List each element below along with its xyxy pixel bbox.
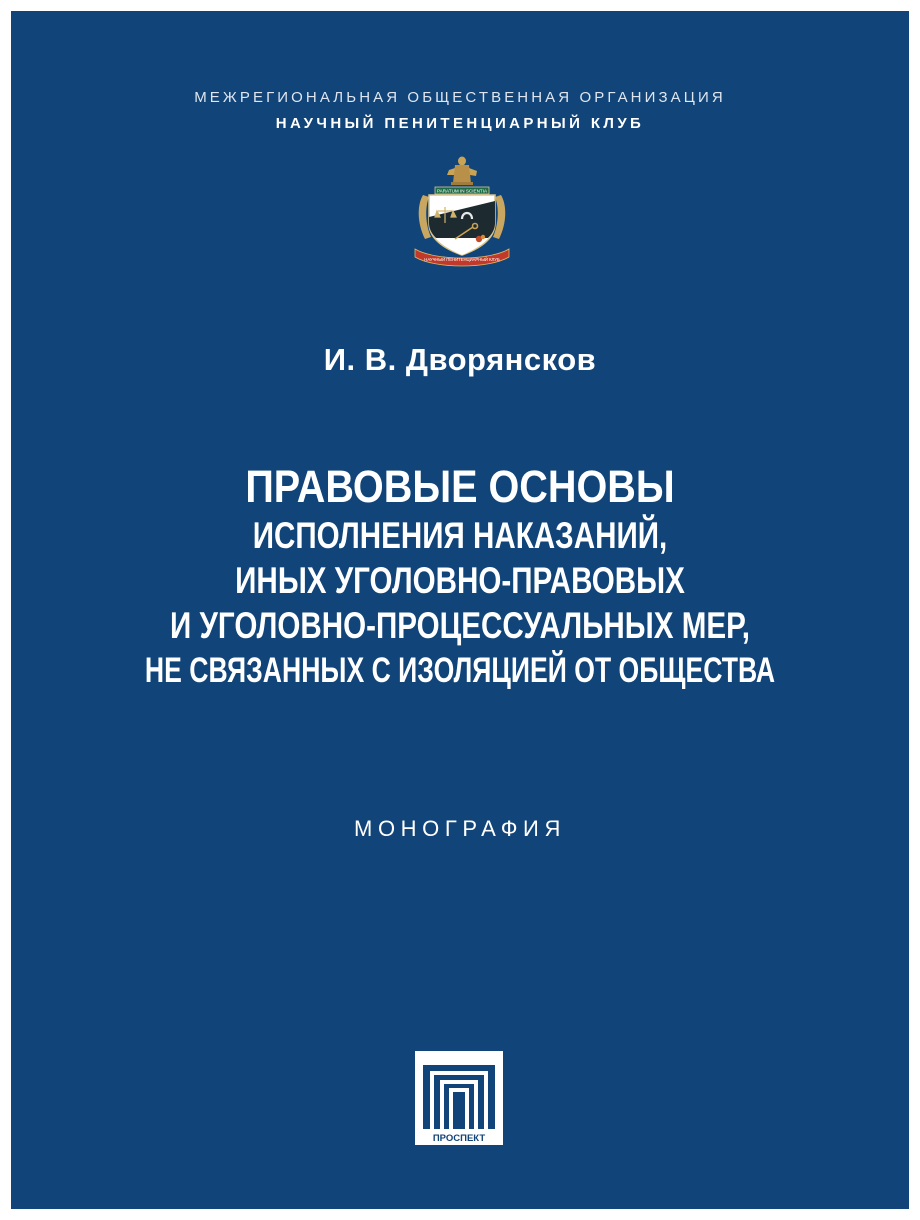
organization-name: МЕЖРЕГИОНАЛЬНАЯ ОБЩЕСТВЕННАЯ ОРГАНИЗАЦИЯ [194,89,726,106]
title-line: ПРАВОВЫЕ ОСНОВЫ [245,461,675,512]
genre-label: МОНОГРАФИЯ [354,816,566,841]
book-cover [11,11,909,1209]
club-name: НАУЧНЫЙ ПЕНИТЕНЦИАРНЫЙ КЛУБ [275,115,645,132]
prospekt-logo-icon [415,1051,503,1145]
author-name: И. В. Дворянсков [323,342,597,377]
club-crest-icon [409,153,515,271]
crest-ribbon-text: НАУЧНЫЙ ПЕНИТЕНЦИАРНЫЙ КЛУБ [424,257,500,262]
title-line: И УГОЛОВНО-ПРОЦЕССУАЛЬНЫХ МЕР, [170,605,750,646]
title-line: ИНЫХ УГОЛОВНО-ПРАВОВЫХ [235,560,685,601]
publisher-name: ПРОСПЕКТ [432,1133,486,1144]
statue-figure [447,157,477,186]
title-line: НЕ СВЯЗАННЫХ С ИЗОЛЯЦИЕЙ ОТ ОБЩЕСТВА [144,651,776,690]
crest-motto: PARATUM IN SCIENTIA [436,188,488,194]
book-title [11,461,909,693]
title-line: ИСПОЛНЕНИЯ НАКАЗАНИЙ, [252,515,668,556]
